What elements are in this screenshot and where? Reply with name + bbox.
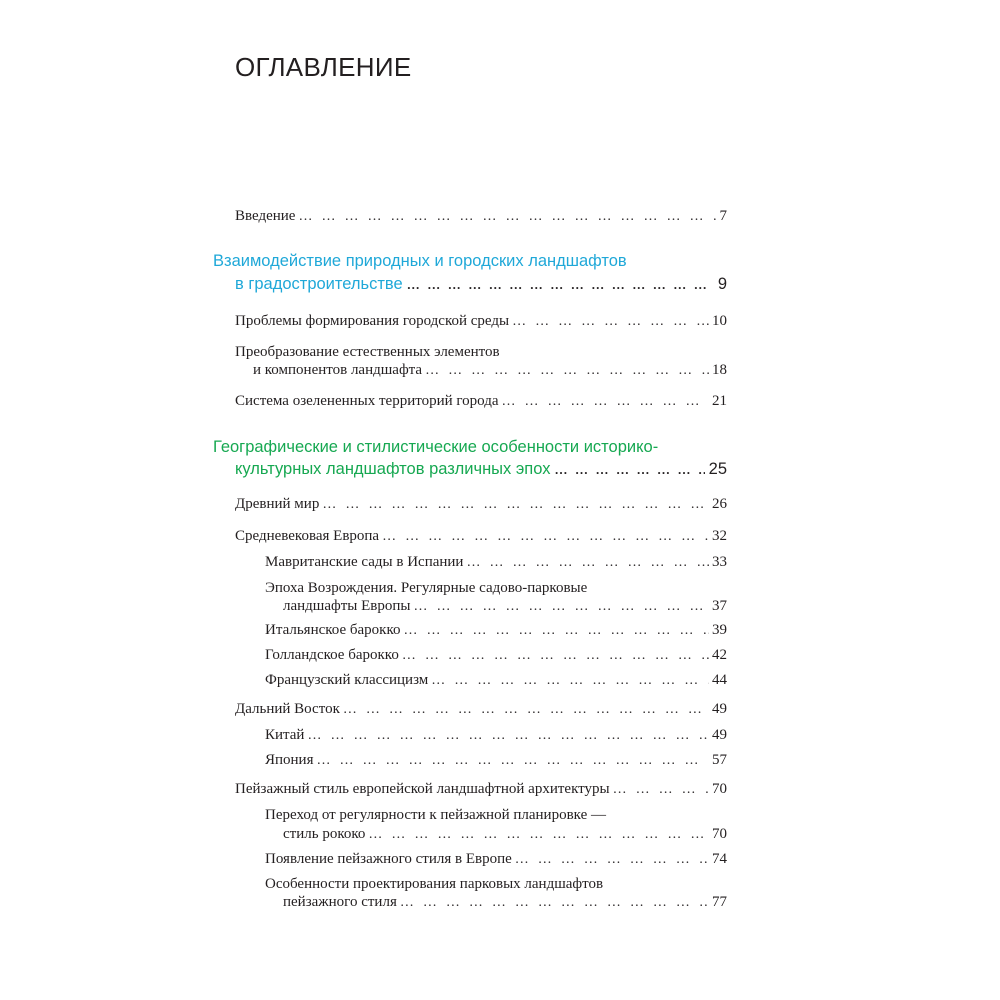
toc-page-number: 49 [712,727,727,743]
toc-entry[interactable] [235,527,727,546]
toc-entry[interactable] [235,780,727,799]
dot-leader [382,528,709,546]
dot-leader [512,313,709,331]
toc-page-number: 44 [712,672,727,688]
toc-entry-label: Дальний Восток [235,701,340,717]
dot-leader [502,393,709,411]
toc-page-number: 37 [712,598,727,614]
toc-entry[interactable] [265,621,727,640]
dot-leader [431,672,709,690]
toc-page-number: 57 [712,752,727,768]
toc-page-number: 32 [712,528,727,544]
dot-leader [613,781,709,799]
toc-entry-label: Введение [235,208,296,224]
toc-entry-label: Появление пейзажного стиля в Европе [265,851,512,867]
toc-page-number: 42 [712,647,727,663]
toc-entry-label: стиль рококо [283,826,366,842]
dot-leader [298,208,716,226]
toc-entry-label: Древний мир [235,496,320,512]
toc-entry[interactable] [265,850,727,869]
dot-leader [317,752,710,770]
dot-leader [466,554,709,572]
dot-leader [554,460,704,480]
toc-entry[interactable] [265,646,727,665]
dot-leader [368,826,709,844]
dot-leader [413,598,709,616]
toc-entry[interactable] [265,726,727,745]
toc-page-number: 49 [712,701,727,717]
toc-page-number: 25 [708,460,727,478]
dot-leader [307,727,709,745]
dot-leader [322,496,709,514]
section-heading-2[interactable] [235,459,727,480]
section-heading-2-line1[interactable]: Географические и стилистические особенности историко- [213,438,659,456]
toc-entry[interactable] [235,392,727,411]
dot-leader [515,851,709,869]
section-heading-1-line2: в градостроительстве [235,275,403,293]
toc-page-number: 9 [717,275,727,293]
toc-entry-label-line1[interactable]: Преобразование естественных элементов [235,344,500,360]
toc-entry[interactable] [235,495,727,514]
toc-entry-label: Система озелененных территорий города [235,393,499,409]
dot-leader [404,622,710,640]
toc-entry-label-line1[interactable]: Эпоха Возрождения. Регулярные садово-парковые [265,580,588,596]
section-heading-1-line1[interactable]: Взаимодействие природных и городских ландшафтов [213,252,627,270]
toc-page-number: 74 [712,851,727,867]
toc-entry[interactable] [283,893,727,912]
section-heading-2-line2: культурных ландшафтов различных эпох [235,460,551,478]
toc-entry[interactable] [235,312,727,331]
toc-entry-label: Китай [265,727,305,743]
toc-page-number: 10 [712,313,727,329]
toc-entry-label: Мавританские сады в Испании [265,554,464,570]
dot-leader [407,275,714,295]
toc-entry[interactable] [235,700,727,719]
toc-page-number: 70 [712,826,727,842]
toc-entry-label: Средневековая Европа [235,528,380,544]
dot-leader [400,894,709,912]
toc-entry[interactable] [283,825,727,844]
toc-entry[interactable] [265,553,727,572]
toc-entry-intro[interactable] [235,207,727,226]
toc-entry[interactable] [253,361,727,380]
toc-entry-label: Проблемы формирования городской среды [235,313,510,329]
page-title: ОГЛАВЛЕНИЕ [235,52,412,82]
dot-leader [425,362,709,380]
toc-entry[interactable] [265,671,727,690]
toc-entry-label: и компонентов ландшафта [253,362,423,378]
toc-page-number: 7 [719,208,727,224]
toc-entry-label-line1[interactable]: Переход от регулярности к пейзажной планировке — [265,807,606,823]
toc-entry-label: Итальянское барокко [265,622,401,638]
toc-entry-label: Пейзажный стиль европейской ландшафтной архитектуры [235,781,610,797]
toc-page-number: 33 [712,554,727,570]
toc-page-number: 18 [712,362,727,378]
toc-entry[interactable] [283,597,727,616]
toc-entry-label: ландшафты Европы [283,598,411,614]
toc-entry-label: пейзажного стиля [283,894,397,910]
toc-page-number: 26 [712,496,727,512]
toc-page-number: 39 [712,622,727,638]
toc-entry-label: Голландское барокко [265,647,399,663]
dot-leader [402,647,709,665]
toc-entry-label-line1[interactable]: Особенности проектирования парковых ландшафтов [265,876,604,892]
dot-leader [343,701,709,719]
toc-page-number: 21 [712,393,727,409]
toc-entry-label: Япония [265,752,314,768]
section-heading-1[interactable] [235,274,727,295]
toc-page-number: 77 [712,894,727,910]
toc-page-number: 70 [712,781,727,797]
toc-entry-label: Французский классицизм [265,672,429,688]
toc-entry[interactable] [265,751,727,770]
